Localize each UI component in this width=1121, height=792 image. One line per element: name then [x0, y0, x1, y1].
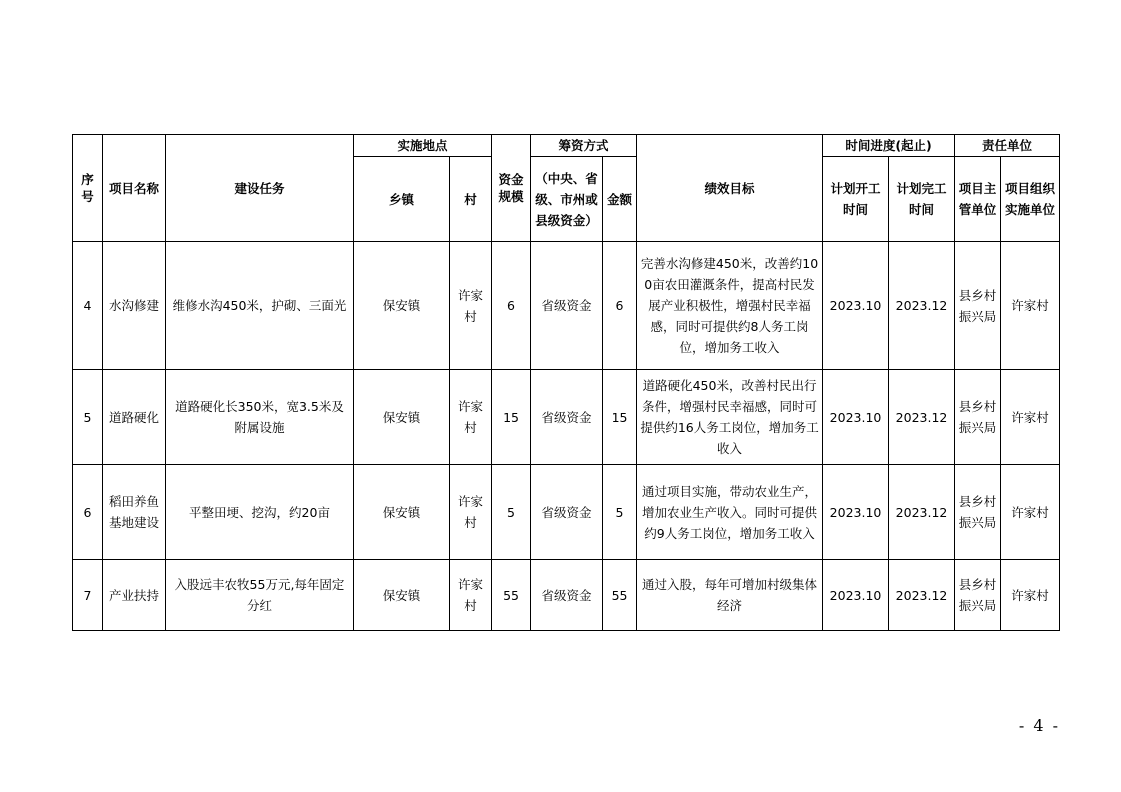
cell-goal: 完善水沟修建450米，改善约100亩农田灌溉条件，提高村民发展产业积极性，增强村民幸福感，同时可提供约8人务工岗位，增加务工收入 [637, 242, 823, 370]
cell-fund-scale: 6 [492, 242, 531, 370]
cell-village: 许家村 [450, 465, 492, 560]
cell-amount: 55 [603, 560, 637, 631]
header-town: 乡镇 [354, 157, 450, 242]
header-goal: 绩效目标 [637, 135, 823, 242]
cell-fund-scale: 15 [492, 370, 531, 465]
cell-town: 保安镇 [354, 560, 450, 631]
cell-end: 2023.12 [889, 370, 955, 465]
cell-supervisor: 县乡村振兴局 [955, 242, 1001, 370]
header-seq: 序号 [73, 135, 103, 242]
header-start: 计划开工时间 [823, 157, 889, 242]
cell-town: 保安镇 [354, 370, 450, 465]
cell-village: 许家村 [450, 560, 492, 631]
header-end: 计划完工时间 [889, 157, 955, 242]
cell-task: 入股远丰农牧55万元,每年固定分红 [166, 560, 354, 631]
header-row-top [73, 135, 1060, 157]
cell-implementer: 许家村 [1001, 370, 1060, 465]
header-funding-source: （中央、省级、市州或县级资金） [531, 157, 603, 242]
cell-funding-source: 省级资金 [531, 242, 603, 370]
cell-town: 保安镇 [354, 242, 450, 370]
cell-task: 平整田埂、挖沟，约20亩 [166, 465, 354, 560]
cell-start: 2023.10 [823, 560, 889, 631]
header-supervisor: 项目主管单位 [955, 157, 1001, 242]
cell-fund-scale: 5 [492, 465, 531, 560]
header-amount: 金额 [603, 157, 637, 242]
cell-seq: 5 [73, 370, 103, 465]
cell-project-name: 道路硬化 [103, 370, 166, 465]
cell-village: 许家村 [450, 242, 492, 370]
cell-start: 2023.10 [823, 370, 889, 465]
cell-funding-source: 省级资金 [531, 465, 603, 560]
cell-implementer: 许家村 [1001, 465, 1060, 560]
cell-end: 2023.12 [889, 242, 955, 370]
cell-end: 2023.12 [889, 465, 955, 560]
table-row [73, 370, 1060, 465]
cell-seq: 4 [73, 242, 103, 370]
header-schedule: 时间进度(起止) [823, 135, 955, 157]
cell-fund-scale: 55 [492, 560, 531, 631]
header-project-name: 项目名称 [103, 135, 166, 242]
table-row [73, 465, 1060, 560]
cell-goal: 道路硬化450米，改善村民出行条件，增强村民幸福感，同时可提供约16人务工岗位，增加务工收入 [637, 370, 823, 465]
header-village: 村 [450, 157, 492, 242]
cell-amount: 15 [603, 370, 637, 465]
cell-amount: 5 [603, 465, 637, 560]
cell-project-name: 稻田养鱼基地建设 [103, 465, 166, 560]
cell-project-name: 水沟修建 [103, 242, 166, 370]
cell-funding-source: 省级资金 [531, 370, 603, 465]
cell-end: 2023.12 [889, 560, 955, 631]
header-implementer: 项目组织实施单位 [1001, 157, 1060, 242]
header-location: 实施地点 [354, 135, 492, 157]
header-fund-scale: 资金规模 [492, 135, 531, 242]
header-responsible: 责任单位 [955, 135, 1060, 157]
cell-supervisor: 县乡村振兴局 [955, 370, 1001, 465]
cell-funding-source: 省级资金 [531, 560, 603, 631]
table-row [73, 242, 1060, 370]
cell-task: 道路硬化长350米，宽3.5米及附属设施 [166, 370, 354, 465]
cell-amount: 6 [603, 242, 637, 370]
cell-goal: 通过入股，每年可增加村级集体经济 [637, 560, 823, 631]
cell-start: 2023.10 [823, 465, 889, 560]
cell-project-name: 产业扶持 [103, 560, 166, 631]
cell-town: 保安镇 [354, 465, 450, 560]
table-row [73, 560, 1060, 631]
header-funding: 筹资方式 [531, 135, 637, 157]
cell-task: 维修水沟450米，护砌、三面光 [166, 242, 354, 370]
cell-implementer: 许家村 [1001, 560, 1060, 631]
cell-supervisor: 县乡村振兴局 [955, 465, 1001, 560]
page-number: - 4 - [1018, 716, 1060, 735]
cell-seq: 7 [73, 560, 103, 631]
cell-village: 许家村 [450, 370, 492, 465]
project-table [72, 134, 1060, 631]
cell-goal: 通过项目实施，带动农业生产，增加农业生产收入。同时可提供约9人务工岗位，增加务工收入 [637, 465, 823, 560]
cell-seq: 6 [73, 465, 103, 560]
cell-supervisor: 县乡村振兴局 [955, 560, 1001, 631]
header-task: 建设任务 [166, 135, 354, 242]
cell-implementer: 许家村 [1001, 242, 1060, 370]
cell-start: 2023.10 [823, 242, 889, 370]
